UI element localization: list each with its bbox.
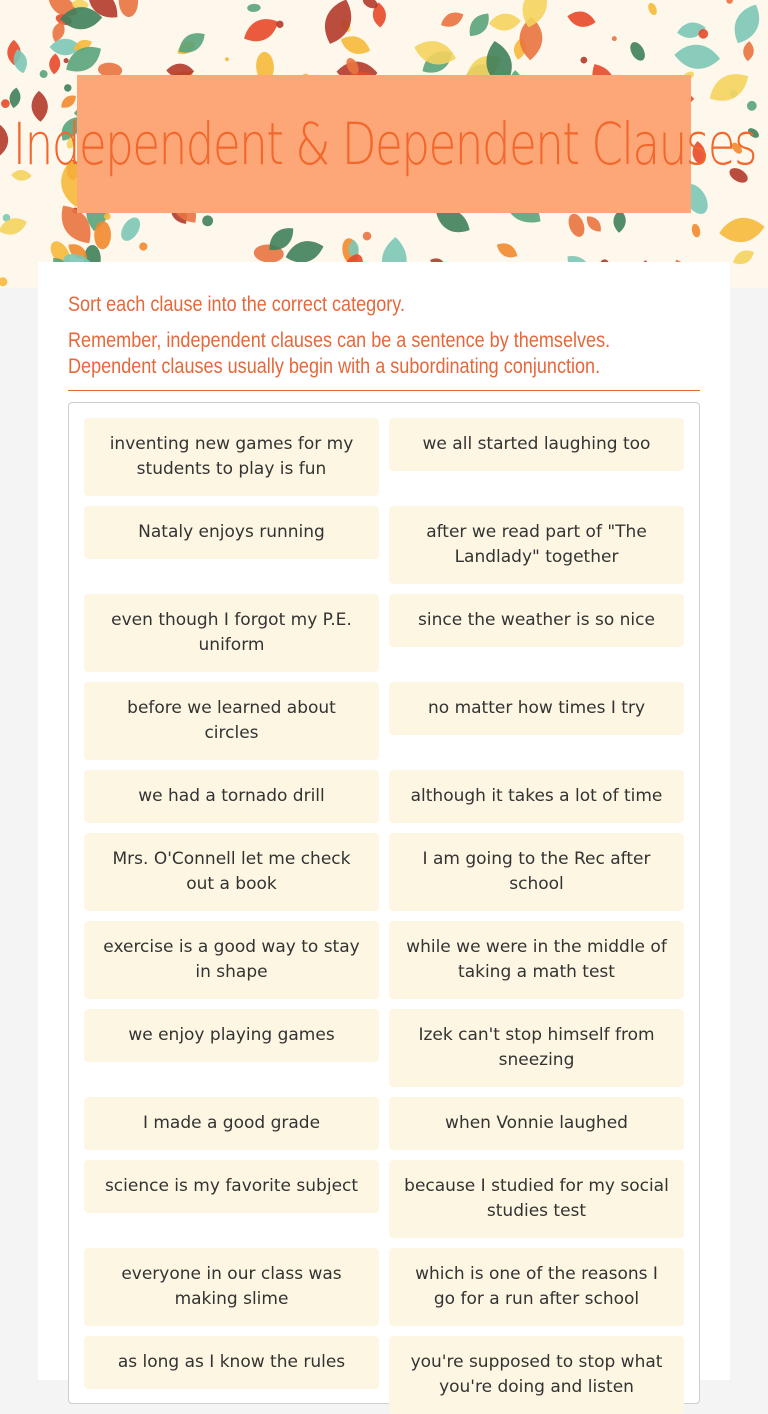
clause-card[interactable]: everyone in our class was making slime — [84, 1248, 379, 1326]
clause-card[interactable]: after we read part of "The Landlady" together — [389, 506, 684, 584]
leaf-decoration — [730, 247, 756, 269]
leaf-decoration — [627, 40, 648, 64]
leaf-decoration — [611, 35, 618, 42]
instructions — [68, 292, 700, 380]
leaf-decoration — [728, 0, 766, 48]
clause-card-board — [68, 402, 700, 1404]
leaf-decoration — [201, 214, 214, 227]
leaf-decoration — [247, 4, 261, 13]
leaf-decoration — [8, 87, 22, 109]
leaf-decoration — [494, 239, 520, 261]
clause-card[interactable]: even though I forgot my P.E. uniform — [84, 594, 379, 672]
clause-card[interactable]: Mrs. O'Connell let me check out a book — [84, 833, 379, 911]
instruction-line-1: Sort each clause into the correct category. — [68, 293, 405, 316]
leaf-decoration — [39, 69, 48, 78]
leaf-decoration — [673, 43, 721, 71]
clause-card[interactable]: before we learned about circles — [84, 682, 379, 760]
clause-card[interactable]: I am going to the Rec after school — [389, 833, 684, 911]
leaf-decoration — [48, 53, 60, 75]
clause-card[interactable]: I made a good grade — [84, 1097, 379, 1150]
leaf-decoration — [718, 215, 767, 245]
clause-card[interactable]: we had a tornado drill — [84, 770, 379, 823]
clause-card[interactable]: you're supposed to stop what you're doing and listen — [389, 1336, 684, 1414]
leaf-decoration — [139, 242, 148, 251]
leaf-decoration — [583, 213, 605, 235]
clause-card[interactable]: exercise is a good way to stay in shape — [84, 921, 379, 999]
leaf-decoration — [240, 13, 283, 48]
leaf-decoration — [0, 125, 8, 156]
page-title: Independent & Dependent Clauses — [12, 110, 756, 178]
divider — [68, 390, 700, 391]
worksheet — [38, 262, 730, 1397]
clause-card[interactable]: we enjoy playing games — [84, 1009, 379, 1062]
leaf-decoration — [361, 230, 372, 241]
leaf-decoration — [488, 12, 521, 31]
leaf-decoration — [725, 0, 734, 5]
leaf-decoration — [566, 212, 588, 240]
leaf-decoration — [704, 66, 754, 108]
clause-card[interactable]: as long as I know the rules — [84, 1336, 379, 1389]
leaf-decoration — [63, 83, 73, 93]
leaf-decoration — [117, 214, 144, 244]
clause-card[interactable]: since the weather is so nice — [389, 594, 684, 647]
clause-card[interactable]: although it takes a lot of time — [389, 770, 684, 823]
leaf-decoration — [0, 98, 11, 109]
leaf-decoration — [174, 27, 209, 58]
clause-card[interactable]: science is my favorite subject — [84, 1160, 379, 1213]
leaf-decoration — [646, 2, 658, 17]
clause-card[interactable]: because I studied for my social studies test — [389, 1160, 684, 1238]
instruction-line-3: Dependent clauses usually begin with a subordinating conjunction. — [68, 355, 601, 378]
leaf-decoration — [691, 223, 702, 238]
leaf-decoration — [118, 0, 138, 17]
clause-card[interactable]: inventing new games for my students to play is fun — [84, 418, 379, 496]
clause-card[interactable]: Nataly enjoys running — [84, 506, 379, 559]
clause-card[interactable]: Izek can't stop himself from sneezing — [389, 1009, 684, 1087]
clause-card[interactable]: while we were in the middle of taking a math test — [389, 921, 684, 999]
leaf-decoration — [742, 41, 754, 62]
title-box — [12, 75, 756, 213]
clause-card[interactable]: no matter how times I try — [389, 682, 684, 735]
clause-card[interactable]: we all started laughing too — [389, 418, 684, 471]
leaf-decoration — [224, 56, 229, 61]
leaf-decoration — [580, 56, 588, 64]
leaf-decoration — [0, 277, 7, 286]
clause-card[interactable]: which is one of the reasons I go for a run after school — [389, 1248, 684, 1326]
autumn-leaves-banner — [0, 0, 768, 288]
leaf-decoration — [438, 8, 466, 30]
clause-card[interactable]: when Vonnie laughed — [389, 1097, 684, 1150]
leaf-decoration — [464, 9, 494, 41]
leaf-decoration — [566, 9, 597, 30]
instruction-line-2: Remember, independent clauses can be a sentence by themselves. — [68, 329, 611, 352]
